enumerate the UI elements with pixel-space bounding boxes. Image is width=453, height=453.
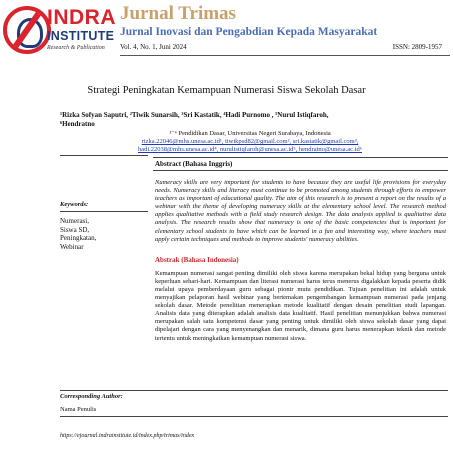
abstract-en-heading: Abstract (Bahasa Inggris): [153, 157, 448, 171]
affiliation-block: [60, 130, 440, 154]
affiliation-line: ¹⁻⁶ Pendidikan Dasar, Universitas Negeri Surabaya, Indonesia: [169, 130, 331, 137]
keyword-item: Webinar: [60, 242, 84, 251]
journal-title: Jurnal Trimas: [120, 3, 236, 24]
corresponding-title: Corresponding Author:: [60, 390, 448, 400]
author-list: [60, 111, 453, 129]
abstract-id-text: Kemampuan numerasi sangat penting dimiliki oleh siswa karena merupakan bekal hidup yang berguna untuk keperluan sehari-hari. Kemampuan dan literasi numerasi harus terus menerus digalakkan kepada peserta didik melalui upaya pemberdayaan guru sebagai pionir mutu pendidikan. Tujuan penelitian ini adalah untuk menyajikan pelaporan hasil webinar yang bertemakan pengembangan kemampuan numerasi pada jenjang sekolah dasar. Metode penelitian menerapkan metode kualitatif dengan desain penelitian studi lapangan. Analisis data yang diterapkan adalah analisis data kualitatif. Hasil penelitian menunjukkan bahwa numerasi merupakan salah satu kompetensi dasar yang penting untuk dimiliki oleh siswa sekolah dasar yang dapat dipelajari dengan cara yang menyenangkan dan menarik, dimana guru harus menerapkan teknik dan metode tertentu untuk meningkatkan kemampuan numerasi siswa.: [155, 269, 446, 342]
logo-main-text: INDRA: [47, 6, 116, 29]
volume-line: [120, 43, 450, 56]
logo-emblem-icon: [3, 6, 51, 54]
article-title: Strategi Peningkatan Kemampuan Numerasi Siswa Sekolah Dasar: [87, 85, 366, 96]
keywords-list: [60, 217, 148, 251]
corresponding-name: Nama Penulis: [60, 406, 448, 417]
keyword-item: Numerasi,: [60, 217, 89, 225]
keywords-title: Keywords:: [60, 201, 148, 212]
author-line-2: ⁶Hendratno: [60, 120, 95, 128]
abstract-column: [153, 157, 448, 343]
journal-url[interactable]: https://ejournal.indrainstitute.id/index.php/trimas/index: [60, 433, 195, 439]
keyword-item: Siswa SD,: [60, 225, 90, 234]
corresponding-author-block: [60, 390, 448, 417]
logo-tagline: Research & Publication: [47, 45, 105, 51]
email-line-1[interactable]: rizka.22046@mhs.unesa.ac.id¹, tiwikpsd82@gmail.com², sri.kastatik@gmail.com³,: [141, 138, 359, 145]
left-column-rule: [60, 155, 148, 156]
volume-info: Vol. 4, No. 1, Juni 2024: [120, 43, 187, 51]
author-line-1: ¹Rizka Sofyan Saputri, ²Tiwik Sunarsih, ³Sri Kastatik, ⁴Hadi Purnomo , ⁵Nurul Istiqfaroh,: [60, 111, 329, 119]
issn-info: ISSN: 2809-1957: [392, 43, 442, 51]
email-line-2[interactable]: hadi.22038@mhs.unesa.ac.id⁴, nurulistiqfaroh@unesa.ac.id⁵, hendratno@unesa.ac.id⁶: [137, 146, 363, 153]
logo-sub-text: INSTITUTE: [47, 29, 115, 43]
abstract-id-heading: Abstrak (Bahasa Indonesia): [155, 255, 239, 264]
keyword-item: Peningkatan,: [60, 234, 97, 242]
indra-institute-logo: [3, 4, 116, 56]
abstract-en-text: Numeracy skills are very important for students to have because they are useful life provisions for everyday needs. Numeracy skills and literacy must continue to be promoted among students through efforts to empower teachers as important of educational quality. The aim of this research is to present a report on the results of a webinar with the theme of developing numeracy skills at the elementary school level. The research method applies qualitative methods with a field study research design. The data analysis applied is qualitative data analysis. The research results show that numeracy is one of the basic competencies that is important for elementary school students to have which can be learned in a fun and interesting way, where teachers must apply certain techniques and methods to improve students' numeracy abilities.: [155, 179, 446, 243]
journal-header: [0, 0, 453, 76]
keywords-block: [60, 201, 148, 251]
journal-subtitle: Jurnal Inovasi dan Pengabdian Kepada Masyarakat: [120, 26, 378, 38]
